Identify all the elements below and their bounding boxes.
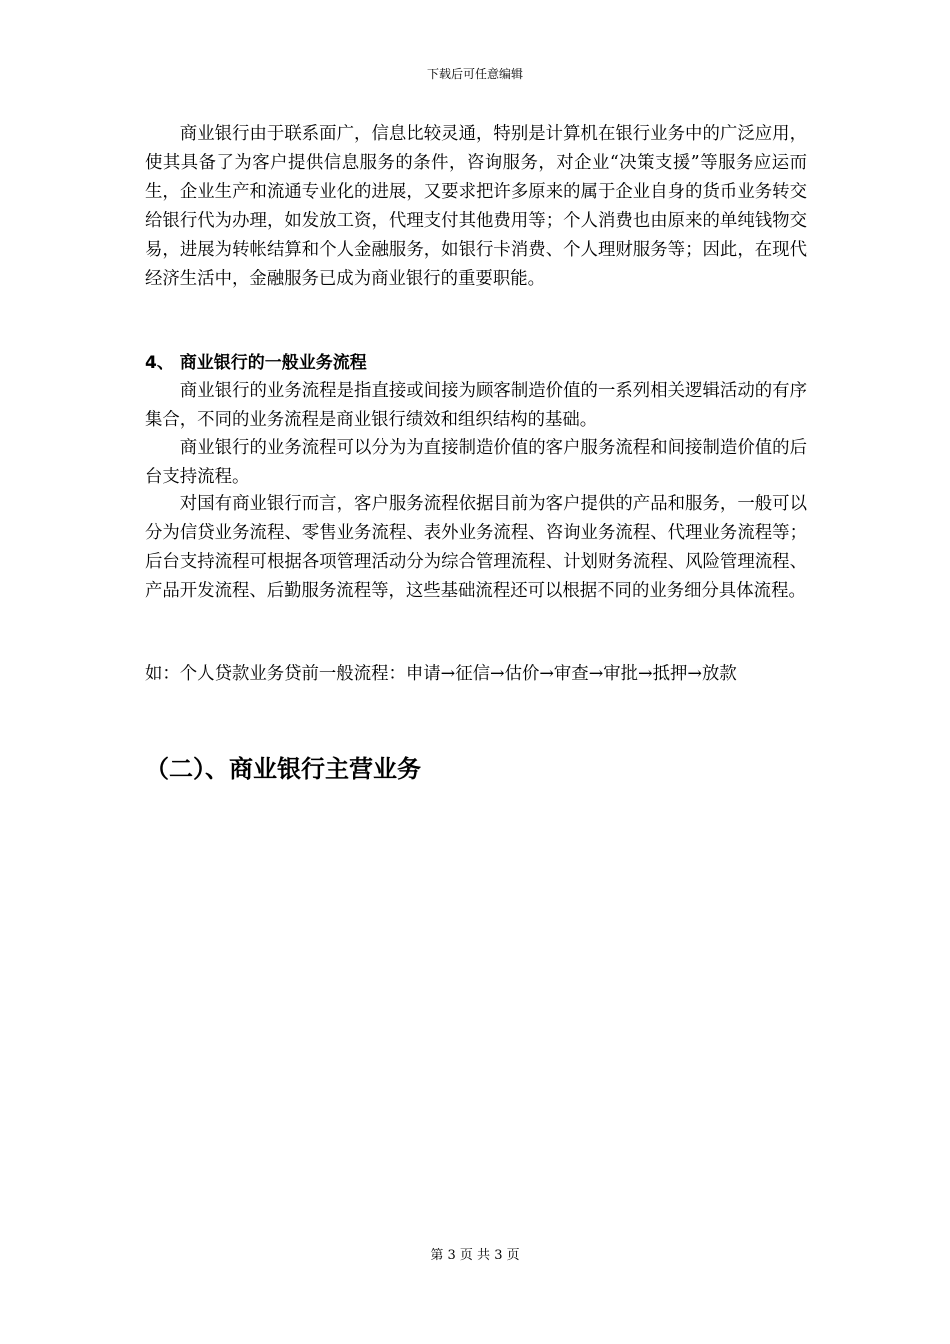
section-heading-main-business: （二）、商业银行主营业务 [145, 755, 421, 783]
page-footer: 第 3 页 共 3 页 [430, 1248, 520, 1263]
paragraph-state-bank-processes: 对国有商业银行而言，客户服务流程依据目前为客户提供的产品和服务，一般可以分为信贷业务流程、零售业务流程、表外业务流程、咨询业务流程、代理业务流程等；后台支持流程可根据各项管理活动分为综合管理流程、计划财务流程、风险管理流程、产品开发流程、后勤服务流程等，这些基础流程还可以根据不同的业务细分具体流程。 [145, 494, 807, 601]
paragraph-financial-services: 商业银行由于联系面广，信息比较灵通，特别是计算机在银行业务中的广泛应用，使其具备了为客户提供信息服务的条件，咨询服务，对企业“决策支援”等服务应运而生，企业生产和流通专业化的进展，又要求把许多原来的属于企业自身的货币业务转交给银行代为办理，如发放工资，代理支付其他费用等；个人消费也由原来的单纯钱物交易，进展为转帐结算和个人金融服务，如银行卡消费、个人理财服务等；因此，在现代经济生活中，金融服务已成为商业银行的重要职能。 [145, 124, 807, 289]
page-header: 下载后可任意编辑 [426, 67, 523, 81]
paragraph-process-definition: 商业银行的业务流程是指直接或间接为顾客制造价值的一系列相关逻辑活动的有序集合，不同的业务流程是商业银行绩效和组织结构的基础。 [145, 381, 807, 430]
section-heading-business-process: 4、 商业银行的一般业务流程 [145, 353, 367, 373]
paragraph-loan-process-example: 如：个人贷款业务贷前一般流程：申请→征信→估价→审查→审批→抵押→放款 [145, 664, 737, 684]
paragraph-process-types: 商业银行的业务流程可以分为为直接制造价值的客户服务流程和间接制造价值的后台支持流程。 [145, 438, 807, 487]
